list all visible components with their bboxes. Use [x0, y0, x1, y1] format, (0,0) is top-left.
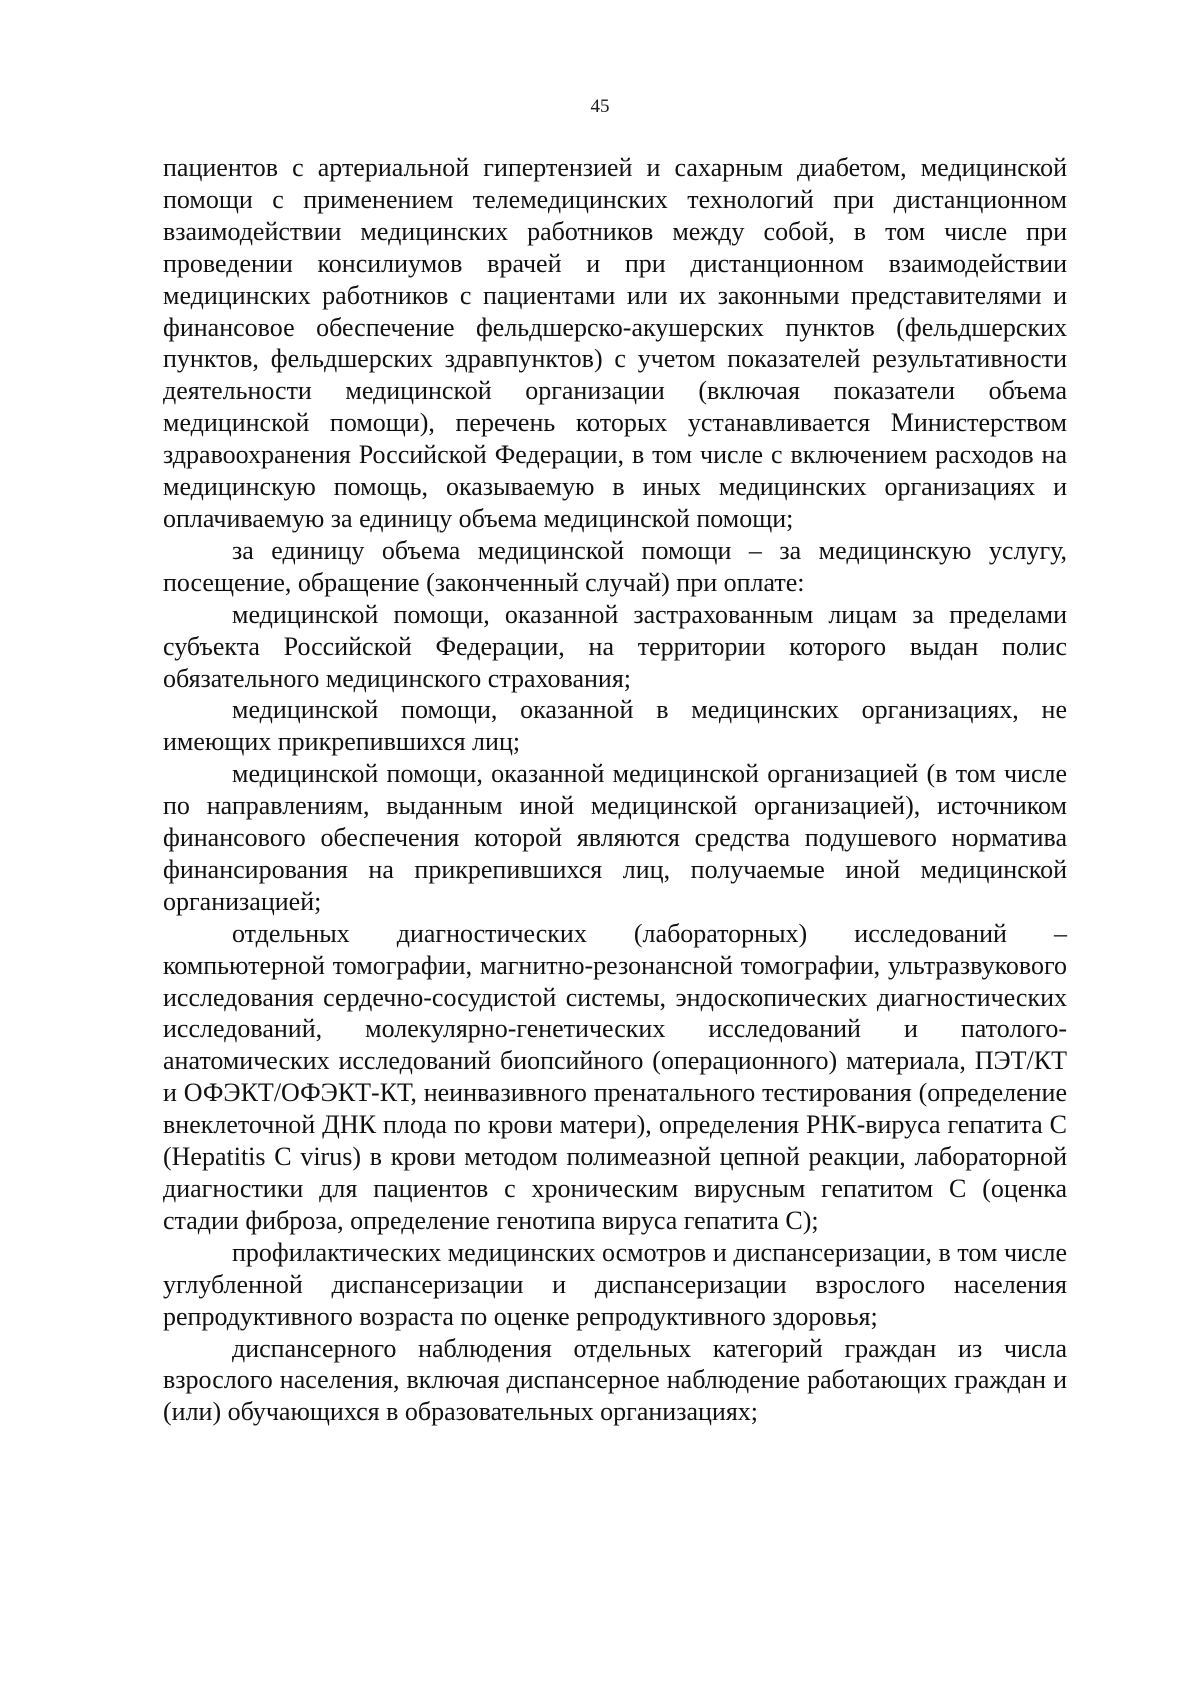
paragraph-per-unit-volume: за единицу объема медицинской помощи – за медицинскую услугу, посещение, обращение (законченный случай) при оплате: [163, 535, 1067, 597]
paragraph-preventive-examinations: профилактических медицинских осмотров и диспансеризации, в том числе углубленной диспансеризации и диспансеризации взрослого населения репродуктивного возраста по оценке репродуктивного здоровья; [163, 1237, 1067, 1331]
paragraph-insured-outside-region: медицинской помощи, оказанной застрахованным лицам за пределами субъекта Российской Федерации, на территории которого выдан полис обязательного медицинского страхования; [163, 599, 1067, 693]
paragraph-continuation: пациентов с артериальной гипертензией и сахарным диабетом, медицинской помощи с применением телемедицинских технологий при дистанционном взаимодействии медицинских работников между собой, в том числе при проведении консилиумов врачей и при дистанционном взаимодействии медицинских работников с пациентами или их законными представителями и финансовое обеспечение фельдшерско-акушерских пунктов (фельдшерских пунктов, фельдшерских здравпунктов) с учетом показателей результативности деятельности медицинской организации (включая показатели объема медицинской помощи), перечень которых устанавливается Министерством здравоохранения Российской Федерации, в том числе с включением расходов на медицинскую помощь, оказываемую в иных медицинских организациях и оплачиваемую за единицу объема медицинской помощи; [163, 153, 1067, 533]
paragraph-dispensary-observation: диспансерного наблюдения отдельных категорий граждан из числа взрослого населения, включая диспансерное наблюдение работающих граждан и (или) обучающихся в образовательных организациях; [163, 1333, 1067, 1427]
page-number: 45 [590, 96, 610, 117]
paragraph-per-capita-other-org: медицинской помощи, оказанной медицинской организацией (в том числе по направлениям, выданным иной медицинской организацией), источником финансового обеспечения которой являются средства подушевого норматива финансирования на прикрепившихся лиц, получаемые иной медицинской организацией; [163, 759, 1067, 916]
paragraph-diagnostic-studies: отдельных диагностических (лабораторных) исследований – компьютерной томографии, магнитно-резонансной томографии, ультразвукового исследования сердечно-сосудистой системы, эндоскопических диагностических исследований, молекулярно-генетических исследований и патолого-анатомических исследований биопсийного (операционного) материала, ПЭТ/КТ и ОФЭКТ/ОФЭКТ-КТ, неинвазивного пренатального тестирования (определение внеклеточной ДНК плода по крови матери), определения РНК-вируса гепатита С (Hepatitis C virus) в крови методом полимеазной цепной реакции, лабораторной диагностики для пациентов с хроническим вирусным гепатитом С (оценка стадии фиброза, определение генотипа вируса гепатита С); [163, 918, 1067, 1235]
body-text [163, 152, 1067, 1428]
paragraph-no-attached-persons: медицинской помощи, оказанной в медицинских организациях, не имеющих прикрепившихся лиц; [163, 695, 1067, 757]
